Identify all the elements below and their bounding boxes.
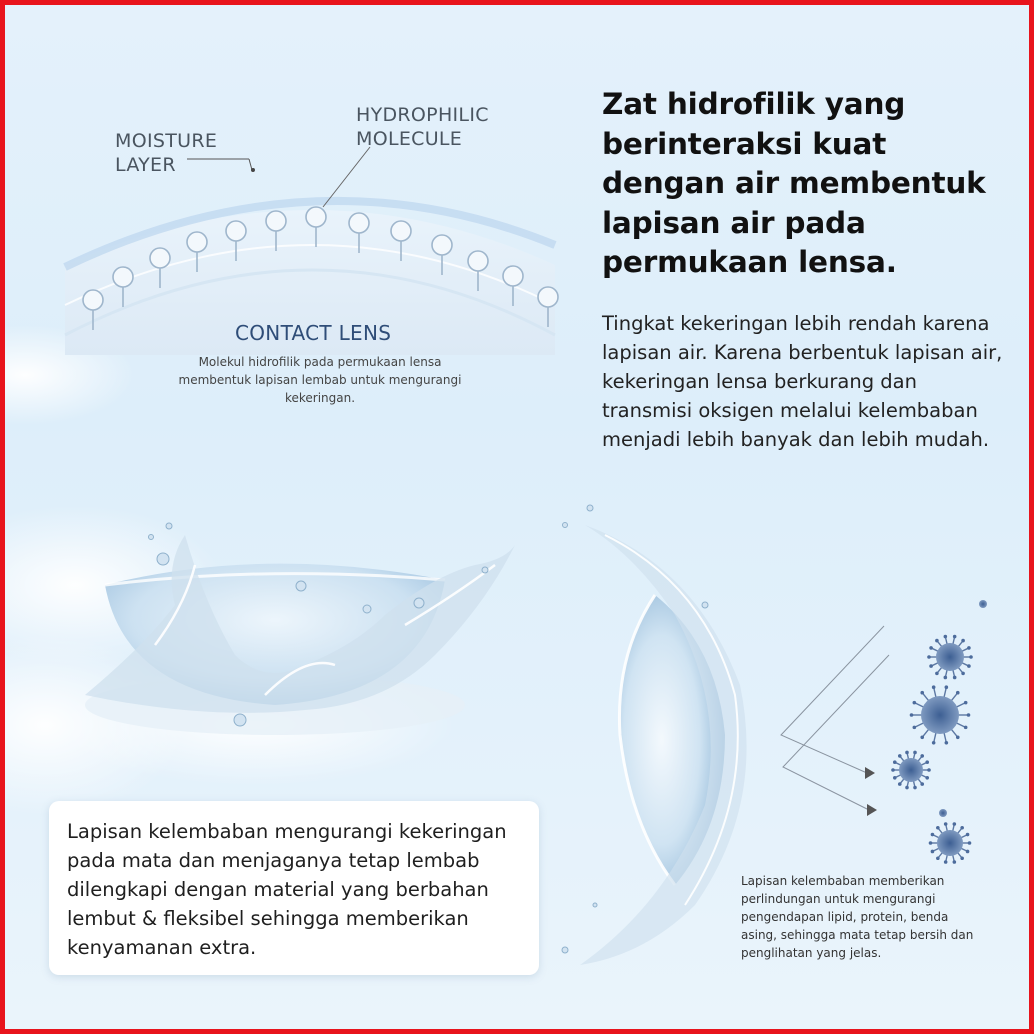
hydrophilic-molecule-icon bbox=[226, 221, 246, 241]
hydrophilic-molecule-icon bbox=[113, 267, 133, 287]
hydrophilic-molecule-icon bbox=[503, 266, 523, 286]
virus-particle-icon bbox=[929, 822, 972, 864]
hydrophilic-molecule-icon bbox=[538, 287, 558, 307]
virus-particle-icon bbox=[891, 751, 931, 790]
contact-lens-title: CONTACT LENS bbox=[235, 321, 392, 345]
hydrophilic-molecule-label: HYDROPHILIC MOLECULE bbox=[356, 104, 489, 150]
water-splash-icon bbox=[562, 505, 747, 965]
hydrophilic-molecule-icon bbox=[187, 232, 207, 252]
arrow-icon bbox=[781, 626, 889, 810]
hydrophilic-molecule-icon bbox=[150, 248, 170, 268]
hydrophilic-molecule-icon bbox=[391, 221, 411, 241]
protection-caption: Lapisan kelembaban memberikan perlindungan untuk mengurangi pengendapan lipid, protein, benda asing, sehingga mata tetap bersih dan penglihatan yang jelas. bbox=[741, 874, 974, 960]
virus-particle-icon bbox=[939, 809, 947, 817]
arrow-icon bbox=[865, 767, 875, 779]
hydrophilic-molecule-icon bbox=[266, 211, 286, 231]
hydrophilic-molecule-icon bbox=[468, 251, 488, 271]
headline: Zat hidrofilik yang berinteraksi kuat dengan air membentuk lapisan air pada permukaan lensa. bbox=[602, 87, 986, 279]
body-paragraph: Tingkat kekeringan lebih rendah karena lapisan air. Karena berbentuk lapisan air, kekeringan lensa berkurang dan transmisi oksigen melalui kelembaban menjadi lebih banyak dan lebih mudah. bbox=[602, 312, 1003, 451]
moisture-layer-label: MOISTURE LAYER bbox=[115, 130, 218, 176]
hydrophilic-molecule-icon bbox=[349, 213, 369, 233]
hydrophilic-molecule-icon bbox=[432, 235, 452, 255]
hydrophilic-molecule-icon bbox=[83, 290, 103, 310]
virus-particle-icon bbox=[910, 685, 971, 744]
virus-particle-icon bbox=[979, 600, 987, 608]
contact-lens-caption: Molekul hidrofilik pada permukaan lensa membentuk lapisan lembab untuk mengurangi kekeringan. bbox=[178, 355, 462, 405]
virus-particle-icon bbox=[927, 635, 973, 680]
arrow-icon bbox=[867, 804, 877, 816]
hydrophilic-molecule-icon bbox=[306, 207, 326, 227]
info-card-text: Lapisan kelembaban mengurangi kekeringan pada mata dan menjaganya tetap lembab dilengkapi dengan material yang berbahan lembut & fleksibel sehingga memberikan kenyamanan extra. bbox=[67, 820, 507, 959]
